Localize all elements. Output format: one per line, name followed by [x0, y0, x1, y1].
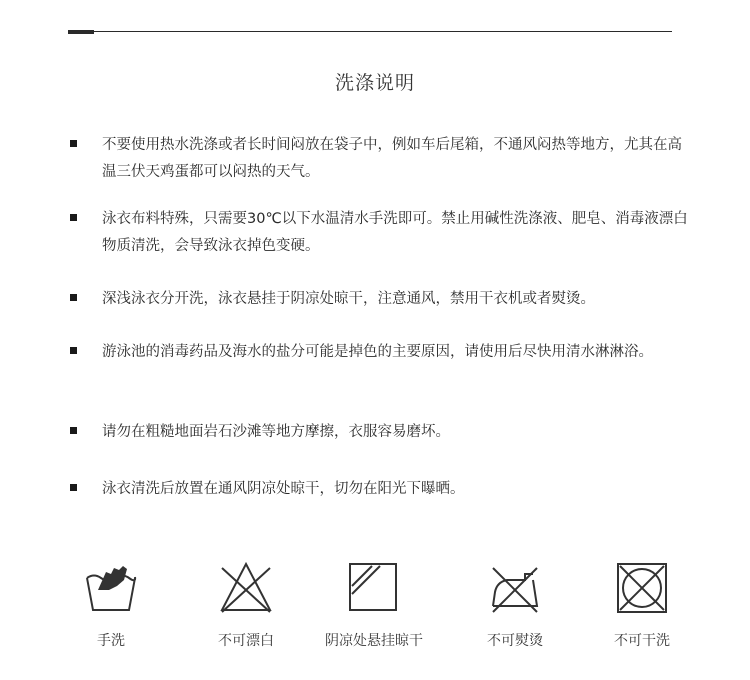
care-item-hand-wash [51, 560, 171, 650]
care-item-no-bleach [186, 560, 306, 650]
no-bleach-icon [186, 560, 306, 616]
shade-dry-icon [314, 560, 434, 616]
care-label: 不可干洗 [614, 633, 670, 649]
instruction-text: 不要使用热水洗涤或者长时间闷放在袋子中，例如车后尾箱，不通风闷热等地方，尤其在高温三伏天鸡蛋都可以闷热的天气。 [102, 137, 682, 180]
list-item [68, 132, 688, 186]
care-item-shade-dry [314, 560, 434, 650]
bullet-icon [70, 294, 77, 301]
list-item [68, 419, 688, 446]
instruction-text: 请勿在粗糙地面岩石沙滩等地方摩擦，衣服容易磨坏。 [102, 424, 450, 440]
bullet-icon [70, 427, 77, 434]
no-iron-icon [455, 560, 575, 616]
instruction-text: 泳衣清洗后放置在通风阴凉处晾干，切勿在阳光下曝晒。 [102, 481, 465, 497]
bullet-icon [70, 484, 77, 491]
instruction-text: 泳衣布料特殊，只需要30℃以下水温清水手洗即可。禁止用碱性洗涤液、肥皂、消毒液漂白物质清洗，会导致泳衣掉色变硬。 [102, 211, 688, 254]
care-label: 不可熨烫 [487, 633, 543, 649]
care-label: 不可漂白 [218, 633, 274, 649]
care-icons-row [68, 560, 688, 660]
list-item [68, 339, 688, 366]
no-dry-clean-icon [582, 560, 702, 616]
care-label: 手洗 [97, 633, 125, 649]
hand-wash-icon [51, 560, 171, 616]
instruction-text: 深浅泳衣分开洗，泳衣悬挂于阴凉处晾干，注意通风，禁用干衣机或者熨烫。 [102, 291, 595, 307]
list-item [68, 206, 688, 260]
top-divider [68, 31, 672, 32]
list-item [68, 476, 688, 503]
care-label: 阴凉处悬挂晾干 [325, 633, 423, 649]
bullet-icon [70, 140, 77, 147]
bullet-icon [70, 214, 77, 221]
care-item-no-iron [455, 560, 575, 650]
bullet-icon [70, 347, 77, 354]
page-title: 洗涤说明 [334, 72, 415, 94]
instruction-text: 游泳池的消毒药品及海水的盐分可能是掉色的主要原因，请使用后尽快用清水淋淋浴。 [102, 344, 653, 360]
list-item [68, 286, 688, 313]
top-divider-accent [68, 30, 94, 34]
care-item-no-dry-clean [582, 560, 702, 650]
